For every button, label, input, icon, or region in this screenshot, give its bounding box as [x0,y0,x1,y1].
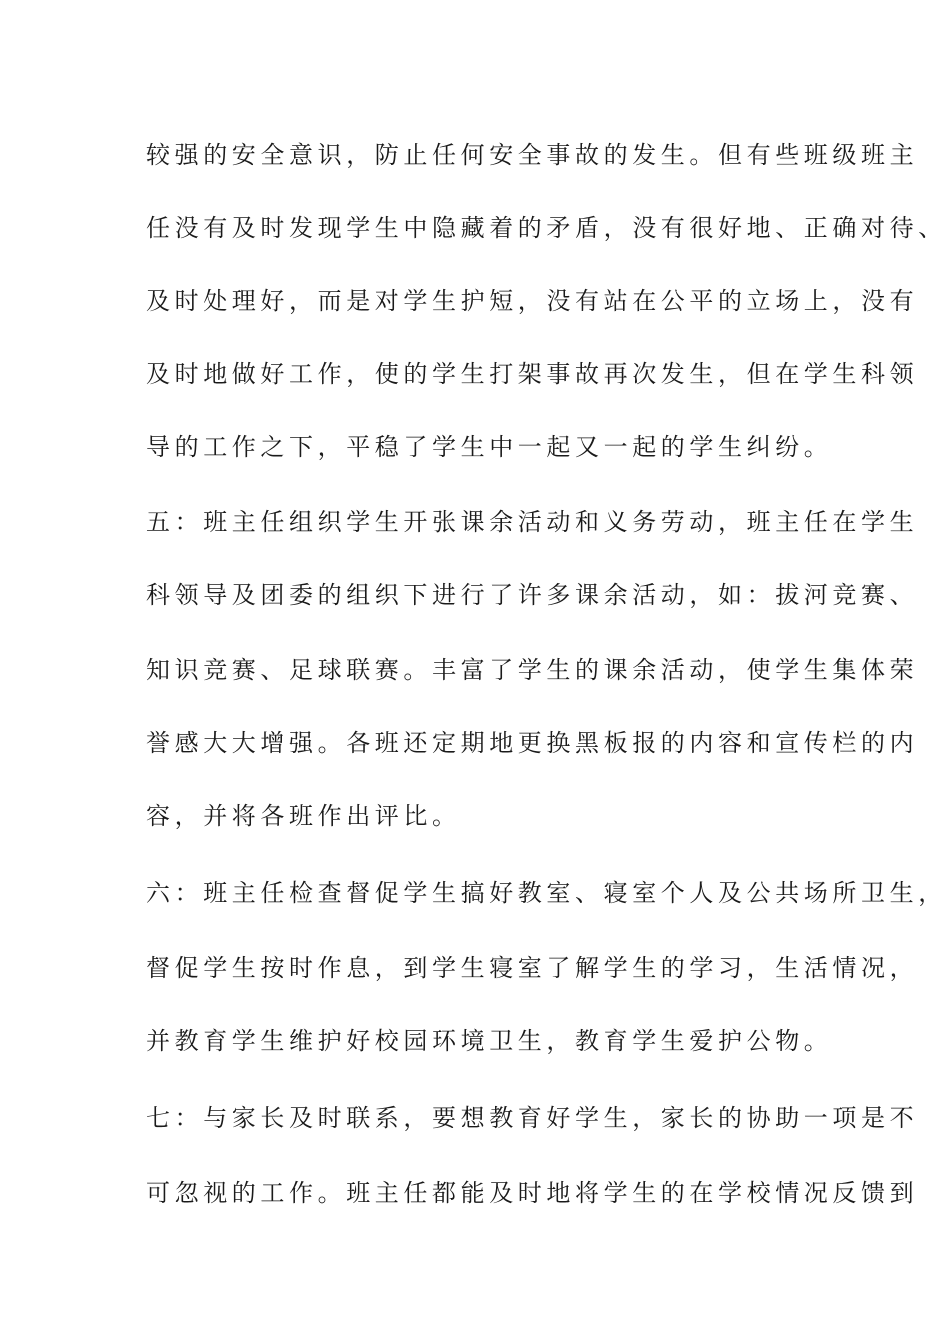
text-line: 导的工作之下，平稳了学生中一起又一起的学生纠纷。 [146,433,833,461]
text-line: 科领导及团委的组织下进行了许多课余活动，如：拔河竞赛、 [146,581,919,609]
text-line: 六：班主任检查督促学生搞好教室、寝室个人及公共场所卫生， [146,879,947,907]
text-line: 及时地做好工作，使的学生打架事故再次发生，但在学生科领 [146,360,919,388]
text-line: 誉感大大增强。各班还定期地更换黑板报的内容和宣传栏的内 [146,729,919,757]
text-line: 督促学生按时作息，到学生寝室了解学生的学习，生活情况， [146,954,919,982]
text-line: 并教育学生维护好校园环境卫生，教育学生爱护公物。 [146,1027,833,1055]
text-line: 知识竞赛、足球联赛。丰富了学生的课余活动，使学生集体荣 [146,656,919,684]
text-line: 五：班主任组织学生开张课余活动和义务劳动，班主任在学生 [146,508,919,536]
text-line: 七：与家长及时联系，要想教育好学生，家长的协助一项是不 [146,1104,919,1132]
text-line: 可忽视的工作。班主任都能及时地将学生的在学校情况反馈到 [146,1179,919,1207]
text-line: 较强的安全意识，防止任何安全事故的发生。但有些班级班主 [146,141,919,169]
text-line: 容，并将各班作出评比。 [146,802,461,830]
text-line: 及时处理好，而是对学生护短，没有站在公平的立场上，没有 [146,287,919,315]
text-line: 任没有及时发现学生中隐藏着的矛盾，没有很好地、正确对待、 [146,214,947,242]
